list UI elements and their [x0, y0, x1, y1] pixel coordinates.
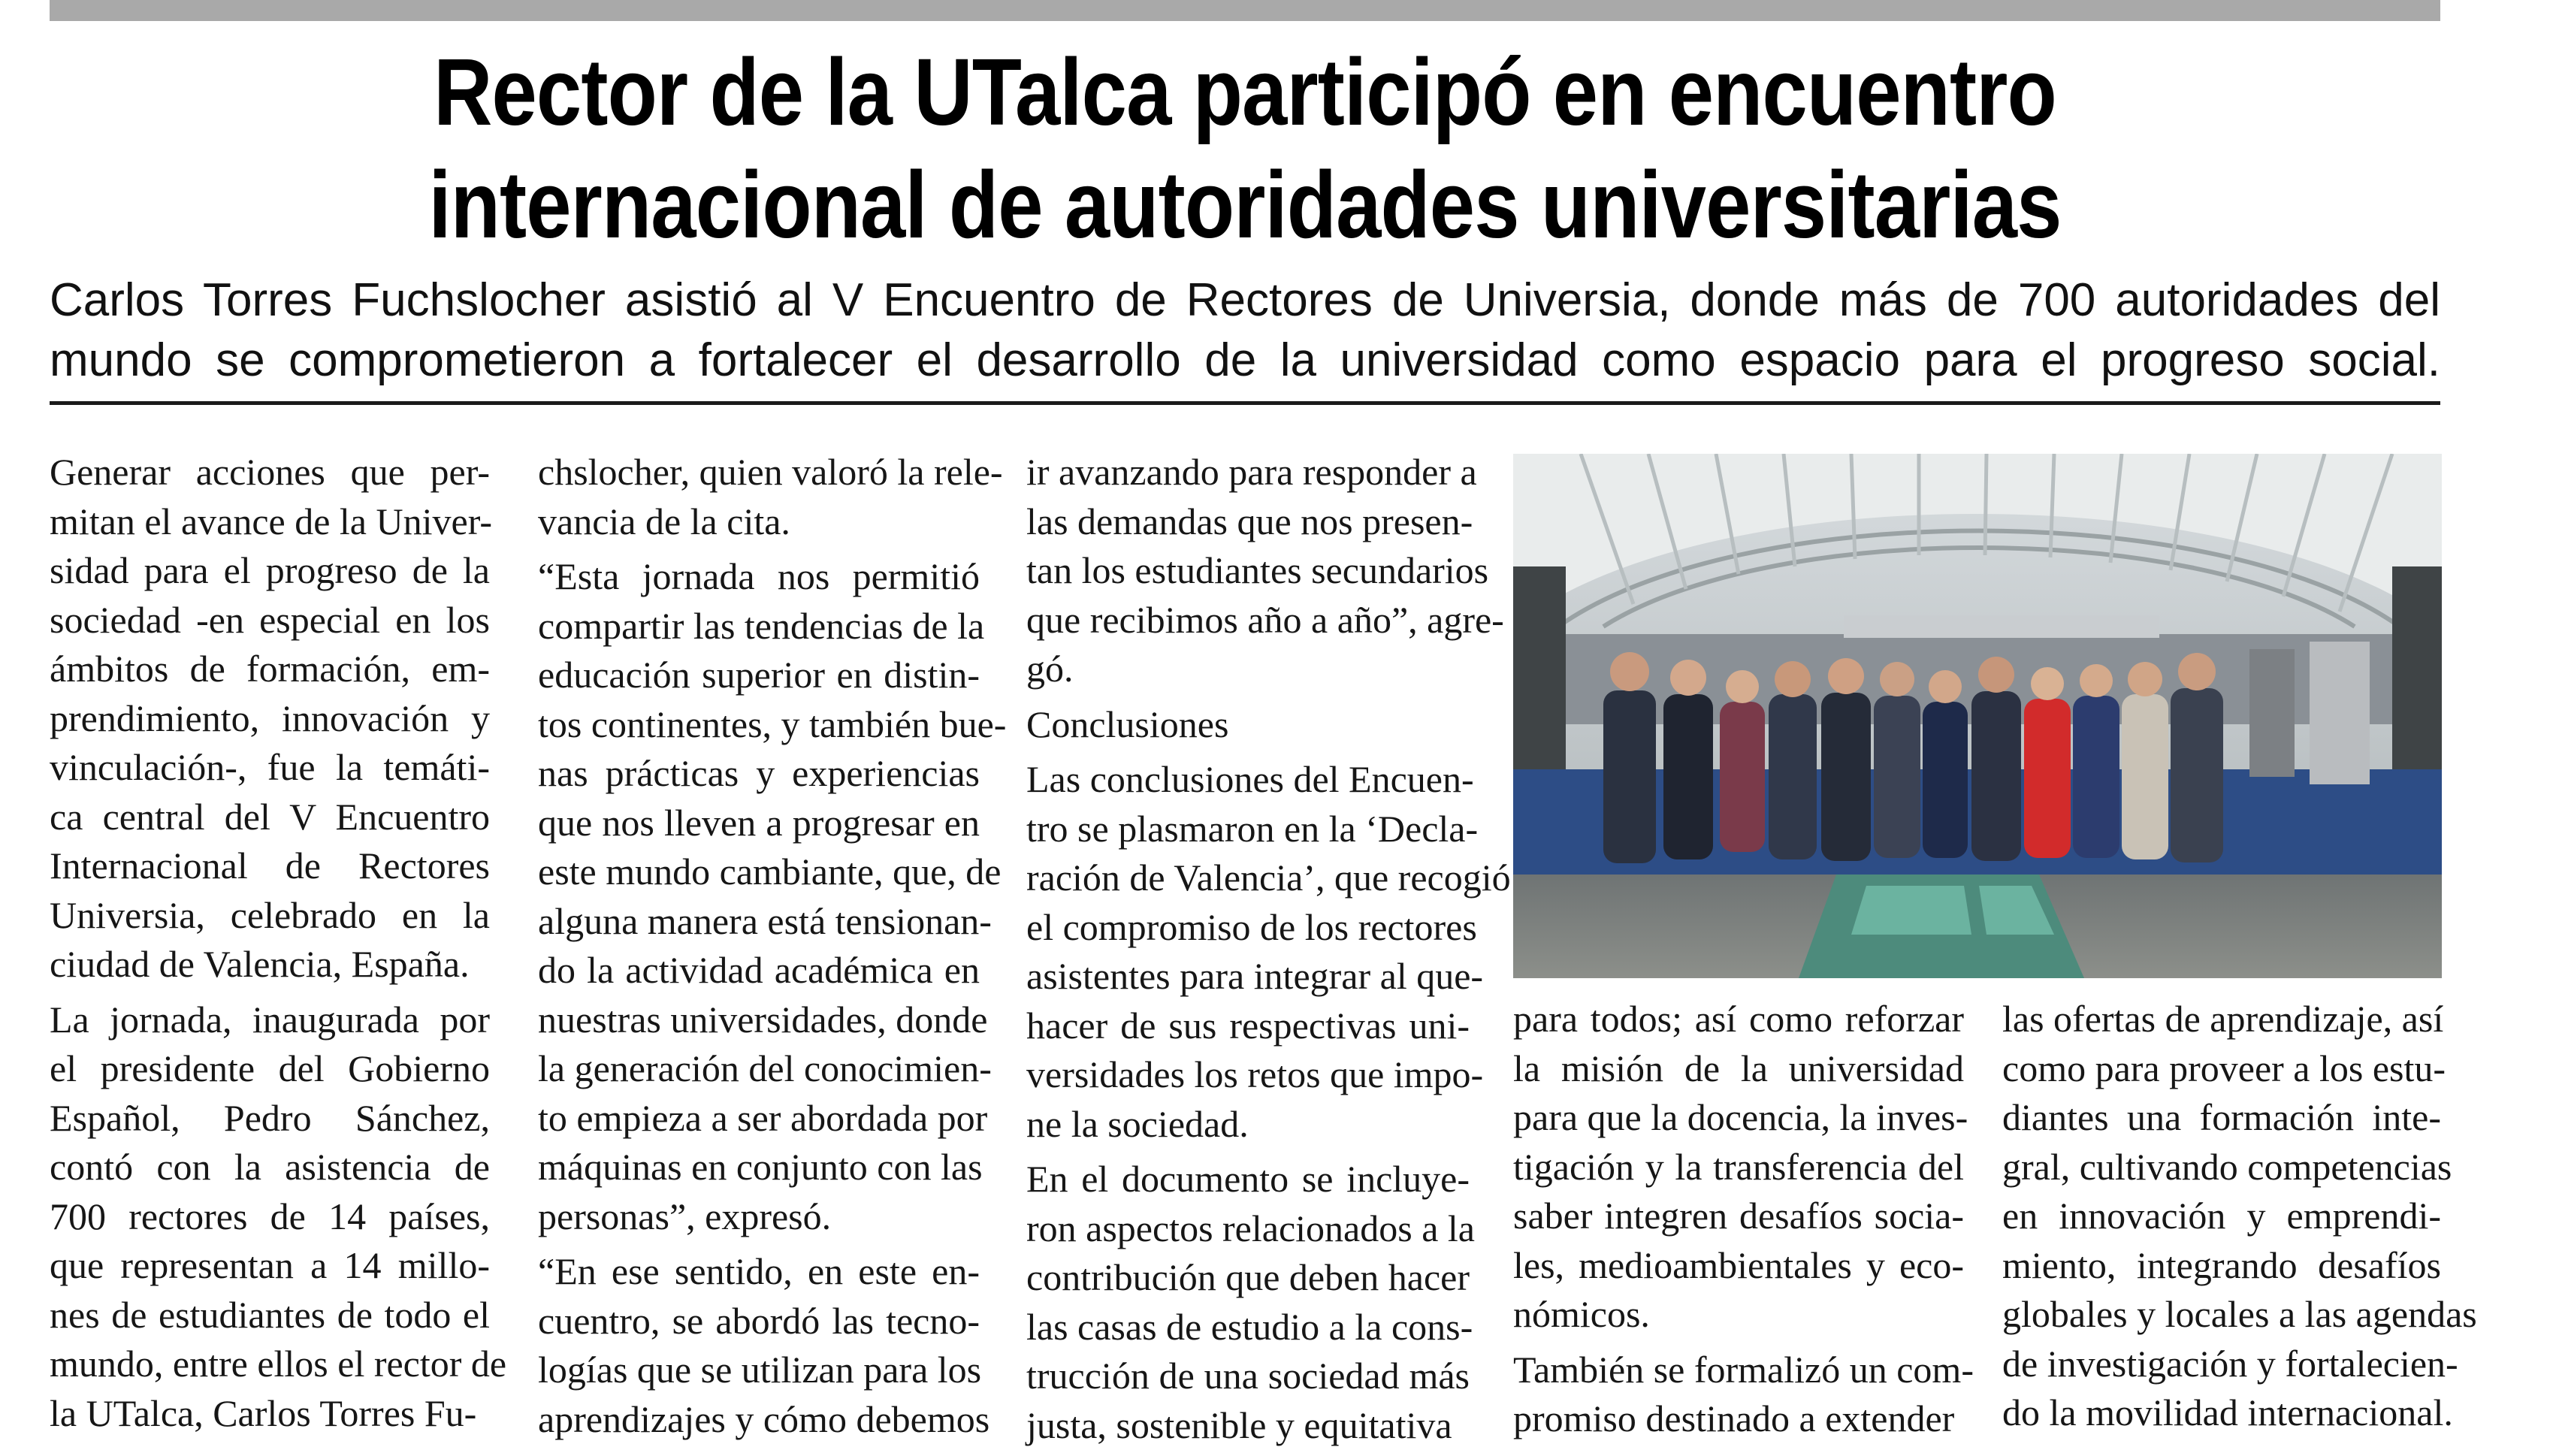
text-line: contribución que deben hacer	[1026, 1256, 1470, 1298]
text-line: la generación del conocimien-	[538, 1047, 992, 1089]
text-column-2	[538, 448, 1007, 1450]
article-paragraph	[1026, 448, 1504, 694]
text-line: prendimiento, innovación y	[50, 696, 490, 739]
text-line: nómicos.	[1513, 1293, 1650, 1335]
text-line: nes de estudiantes de todo el	[50, 1293, 490, 1336]
article-paragraph	[1026, 755, 1511, 1149]
text-line: En el documento se incluye-	[1026, 1158, 1470, 1200]
text-line: cuentro, se abordó las tecno-	[538, 1299, 980, 1342]
text-line: nas prácticas y experiencias	[538, 752, 980, 794]
text-line: sidad para el progreso de la	[50, 549, 490, 591]
text-line: trucción de una sociedad más	[1026, 1355, 1470, 1397]
text-line: este mundo cambiante, que, de	[538, 850, 1002, 893]
text-line: Generar acciones que per-	[50, 451, 490, 493]
text-line: chslocher, quien valoró la rele-	[538, 451, 1003, 493]
text-line: Internacional de Rectores	[50, 844, 490, 887]
text-column-3	[1026, 448, 1511, 1456]
article-paragraph	[1026, 1155, 1475, 1450]
text-line: versidades los retos que impo-	[1026, 1053, 1484, 1095]
text-line: que nos lleven a progresar en	[538, 801, 980, 844]
text-line: vancia de la cita.	[538, 500, 790, 542]
text-line: las casas de estudio a la cons-	[1026, 1305, 1473, 1348]
text-line: ir avanzando para responder a	[1026, 451, 1477, 493]
article-headline	[217, 36, 2274, 261]
text-line: promiso destinado a extender	[1513, 1397, 1955, 1439]
text-line: como para proveer a los estu-	[2002, 1047, 2446, 1089]
article-paragraph	[1513, 1346, 1974, 1444]
article-paragraph	[538, 448, 1003, 546]
text-line: tigación y la transferencia del	[1513, 1145, 1964, 1188]
text-line: miento, integrando desafíos	[2002, 1243, 2441, 1286]
article-paragraph	[1026, 700, 1470, 750]
top-gray-bar	[50, 0, 2440, 21]
text-line: la misión de la universidad	[1513, 1047, 1964, 1089]
text-line: sociedad -en especial en los	[50, 598, 490, 641]
text-line: 700 rectores de 14 países,	[50, 1195, 490, 1237]
text-line: que recibimos año a año”, agre-	[1026, 598, 1504, 641]
text-line: globales y locales a las agendas	[2002, 1293, 2477, 1335]
text-line: aprendizajes y cómo debemos	[538, 1397, 990, 1440]
deck-line: mundo se comprometieron a fortalecer el desarrollo de la universidad como espacio para el progreso social.	[50, 334, 2440, 386]
text-line: gó.	[1026, 648, 1074, 690]
article-paragraph	[538, 552, 1007, 1241]
text-line: ron aspectos relacionados a la	[1026, 1207, 1475, 1249]
text-line: nuestras universidades, donde	[538, 998, 988, 1041]
article-paragraph	[50, 995, 507, 1439]
headline-divider	[50, 401, 2440, 405]
text-line: La jornada, inaugurada por	[50, 998, 490, 1041]
text-line: el presidente del Gobierno	[50, 1047, 490, 1089]
text-column-5	[2002, 995, 2477, 1444]
text-line: También se formalizó un com-	[1513, 1348, 1974, 1391]
text-line: personas”, expresó.	[538, 1195, 832, 1237]
text-line: las demandas que nos presen-	[1026, 500, 1473, 542]
text-line: para que la docencia, la inves-	[1513, 1096, 1968, 1138]
text-line: tro se plasmaron en la ‘Decla-	[1026, 807, 1479, 850]
text-column-4	[1513, 995, 1974, 1450]
deck-line: Carlos Torres Fuchslocher asistió al V Encuentro de Rectores de Universia, donde más de 700 autoridades del	[50, 274, 2440, 326]
article-photo	[1513, 454, 2442, 978]
article-paragraph	[50, 448, 490, 989]
text-line: que representan a 14 millo-	[50, 1244, 490, 1286]
text-line: hacer de sus respectivas uni-	[1026, 1004, 1470, 1047]
text-line: las ofertas de aprendizaje, así	[2002, 998, 2444, 1040]
text-line: compartir las tendencias de la	[538, 604, 985, 647]
text-line: diantes una formación inte-	[2002, 1096, 2441, 1138]
text-line: de investigación y fortalecien-	[2002, 1342, 2458, 1385]
text-line: justa, sostenible y equitativa	[1026, 1403, 1452, 1446]
text-line: alguna manera está tensionan-	[538, 899, 992, 942]
text-line: asistentes para integrar al que-	[1026, 955, 1484, 997]
text-line: ciudad de Valencia, España.	[50, 943, 470, 985]
text-line: Español, Pedro Sánchez,	[50, 1096, 490, 1139]
text-line: tan los estudiantes secundarios	[1026, 549, 1489, 591]
headline-line: Rector de la UTalca participó en encuentro	[434, 39, 2056, 145]
text-line: les, medioambientales y eco-	[1513, 1243, 1964, 1286]
text-line: contó con la asistencia de	[50, 1146, 490, 1188]
article-paragraph	[538, 1247, 990, 1444]
text-line: “En ese sentido, en este en-	[538, 1250, 980, 1292]
text-line: logías que se utilizan para los	[538, 1349, 982, 1391]
text-line: do la actividad académica en	[538, 949, 980, 991]
article-deck	[50, 270, 2440, 391]
text-line: ámbitos de formación, em-	[50, 648, 490, 690]
text-line: Las conclusiones del Encuen-	[1026, 758, 1474, 800]
text-line: la UTalca, Carlos Torres Fu-	[50, 1391, 477, 1434]
text-line: saber integren desafíos socia-	[1513, 1195, 1964, 1237]
text-line: to empieza a ser abordada por	[538, 1096, 988, 1139]
text-line: en innovación y emprendi-	[2002, 1195, 2441, 1237]
text-line: para todos; así como reforzar	[1513, 998, 1964, 1040]
headline-line: internacional de autoridades universitarias	[428, 152, 2062, 258]
text-line: ne la sociedad.	[1026, 1102, 1249, 1145]
article-paragraph	[1513, 995, 1968, 1340]
text-line: tos continentes, y también bue-	[538, 702, 1007, 745]
text-line: ración de Valencia’, que recogió	[1026, 856, 1511, 899]
text-line: máquinas en conjunto con las	[538, 1146, 983, 1188]
text-line: do la movilidad internacional.	[2002, 1391, 2453, 1433]
article-paragraph	[2002, 995, 2477, 1438]
text-line: el compromiso de los rectores	[1026, 905, 1477, 948]
text-column-1	[50, 448, 507, 1444]
text-line: ca central del V Encuentro	[50, 795, 490, 838]
text-line: mundo, entre ellos el rector de	[50, 1343, 507, 1385]
rectors-group-photo	[1513, 454, 2442, 978]
text-line: mitan el avance de la Univer-	[50, 500, 492, 542]
text-line: vinculación-, fue la temáti-	[50, 746, 490, 788]
text-line: gral, cultivando competencias	[2002, 1145, 2452, 1188]
text-line: “Esta jornada nos permitió	[538, 555, 980, 597]
text-line: Conclusiones	[1026, 702, 1229, 745]
text-line: Universia, celebrado en la	[50, 893, 490, 936]
text-line: educación superior en distin-	[538, 654, 980, 696]
